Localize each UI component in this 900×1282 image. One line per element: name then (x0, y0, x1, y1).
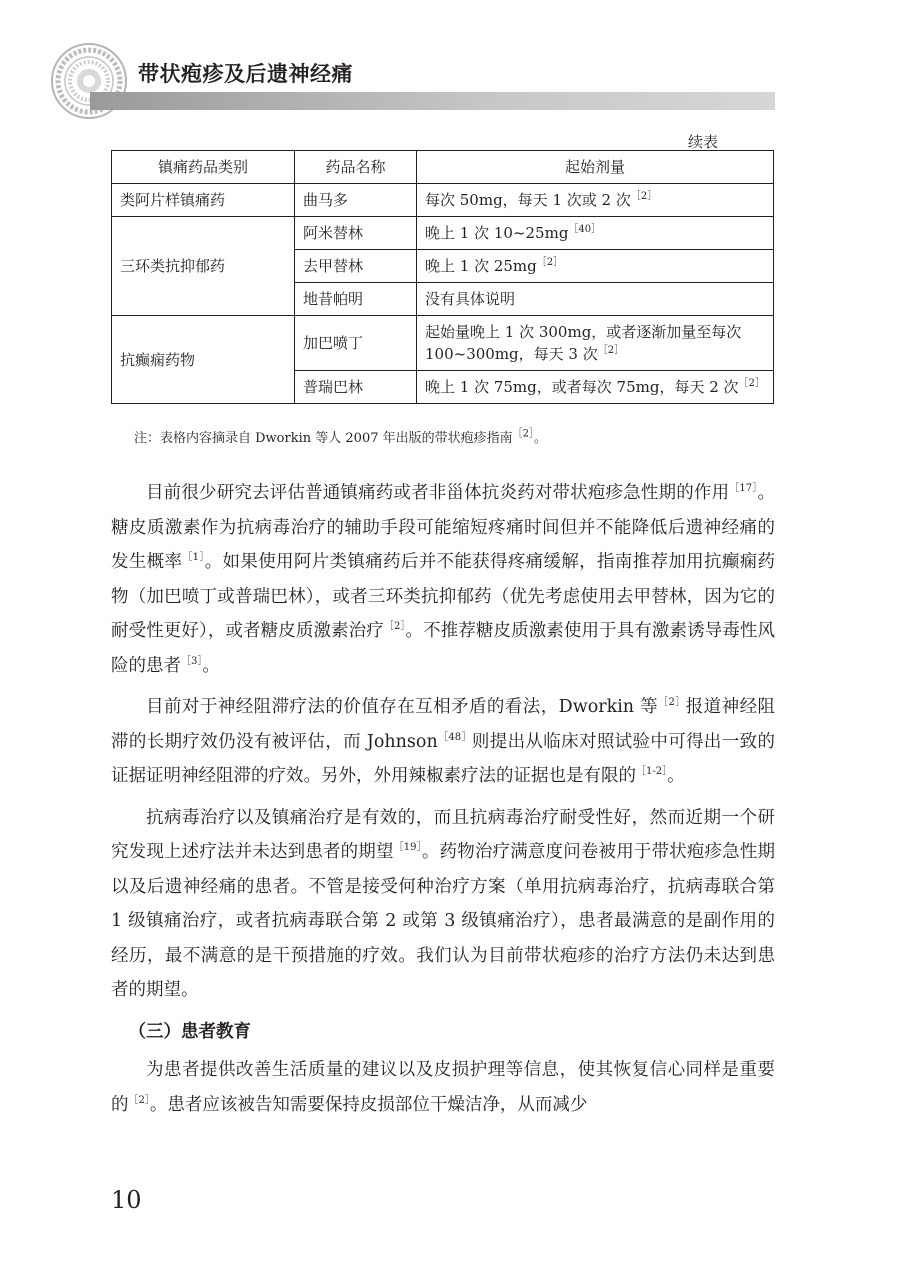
table-continued-label: 续表 (688, 133, 719, 151)
text-run: 。患者应该被告知需要保持皮损部位干燥洁净，从而减少 (149, 1094, 588, 1115)
section-heading: （三）患者教育 (128, 1021, 251, 1042)
table-cell-category: 类阿片样镇痛药 (112, 184, 295, 217)
page-header (0, 0, 900, 130)
citation: ［40］ (568, 224, 602, 235)
citation: ［19］ (393, 842, 422, 854)
citation: ［2］ (630, 191, 658, 202)
text-run: 。药物治疗满意度问卷被用于带状疱疹急性期以及后遗神经痛的患者。不管是接受何种治疗方案（单用抗病毒治疗，抗病毒联合第 1 级镇痛治疗，或者抗病毒联合第 2 或第 3 级镇痛治疗），患者最满意的是副作用的经历，最不满意的是干预措施的疗效。我们认为目前带状疱疹的治疗方法仍未达到患者的期望。 (111, 842, 776, 1000)
citation: ［1］ (182, 552, 205, 564)
citation: ［2］ (536, 257, 564, 268)
table-cell-drug: 加巴喷丁 (295, 316, 417, 371)
text-run: 。 (202, 655, 220, 676)
analgesic-table (111, 150, 774, 404)
table-cell-category: 三环类抗抑郁药 (112, 217, 295, 316)
text-run: 。糖皮质激素作为抗病毒治疗的辅助手段可能缩短疼痛时间但并不能降低后遗神经痛的发生概率 (111, 483, 775, 572)
table-cell-dose (417, 371, 774, 404)
table-cell-dose (417, 184, 774, 217)
dose-text: 晚上 1 次 25mg (425, 257, 537, 275)
table-row (112, 316, 774, 371)
table-cell-category: 抗癫痫药物 (112, 316, 295, 404)
text-run: 目前对于神经阻滞疗法的价值存在互相矛盾的看法，Dworkin 等 (146, 697, 659, 717)
citation: ［2］ (738, 378, 765, 389)
dose-text: 每次 50mg，每天 1 次或 2 次 (425, 191, 631, 209)
paragraph (111, 801, 775, 1008)
header-band (90, 92, 775, 110)
citation: ［2］ (383, 621, 406, 633)
table-row (112, 217, 774, 250)
body-text (111, 476, 775, 1129)
text-run: 。 (667, 766, 685, 786)
table-cell-drug: 曲马多 (295, 184, 417, 217)
citation: ［2］ (512, 428, 534, 440)
text-run: 抗病毒治疗以及镇痛治疗是有效的，而且抗病毒治疗耐受性好，然而近期一个研究发现上述疗法并未达到患者的期望 (111, 807, 775, 862)
citation: ［3］ (181, 655, 203, 667)
text-run: 则提出从临床对照试验中可得出一致的证据证明神经阻滞的疗效。另外，外用辣椒素疗法的证据也是有限的 (111, 731, 775, 786)
table-cell-drug: 地昔帕明 (295, 283, 417, 316)
paragraph (111, 1053, 775, 1122)
table-header-row (112, 151, 774, 184)
table-cell-drug: 去甲替林 (295, 250, 417, 283)
dose-text: 晚上 1 次 10~25mg (425, 224, 569, 242)
dose-text: 晚上 1 次 75mg，或者每次 75mg，每天 2 次 (425, 378, 739, 396)
table-note (134, 427, 547, 446)
running-title: 带状疱疹及后遗神经痛 (138, 62, 353, 86)
table-cell-dose (417, 250, 774, 283)
table-header-category: 镇痛药品类别 (112, 151, 295, 184)
citation: ［48］ (437, 731, 472, 743)
table-header-drug: 药品名称 (295, 151, 417, 184)
table-cell-dose (417, 217, 774, 250)
paragraph (111, 690, 775, 794)
citation: ［2］ (597, 345, 625, 356)
text-run: 。如果使用阿片类镇痛药后并不能获得疼痛缓解，指南推荐加用抗癫痫药物（加巴喷丁或普瑞巴林），或者三环类抗抑郁药（优先考虑使用去甲替林，因为它的耐受性更好），或者糖皮质激素治疗 (111, 552, 776, 641)
table-row (112, 184, 774, 217)
table-header-dose: 起始剂量 (417, 151, 774, 184)
paragraph (111, 476, 775, 683)
table-cell-dose (417, 316, 774, 371)
dose-text: 起始量晚上 1 次 300mg，或者逐渐加量至每次 100~300mg，每天 3 次 (425, 323, 742, 363)
text-run: 。不推荐糖皮质激素使用于具有激素诱导毒性风险的患者 (111, 621, 776, 676)
text-run: 为患者提供改善生活质量的建议以及皮损护理等信息，使其恢复信心同样是重要的 (111, 1060, 775, 1115)
note-end: 。 (534, 431, 548, 446)
citation: ［2］ (658, 697, 686, 709)
table-cell-dose: 没有具体说明 (417, 283, 774, 316)
table-cell-drug: 普瑞巴林 (295, 371, 417, 404)
text-run: 目前很少研究去评估普通镇痛药或者非甾体抗炎药对带状疱疹急性期的作用 (146, 483, 730, 503)
table-cell-drug: 阿米替林 (295, 217, 417, 250)
note-text: 注：表格内容摘录自 Dworkin 等人 2007 年出版的带状疱疹指南 (134, 431, 513, 446)
page-number: 10 (111, 1186, 142, 1214)
citation: ［2］ (128, 1094, 150, 1106)
citation: ［1-2］ (636, 766, 668, 778)
text-run: 报道神经阻滞的长期疗效仍没有被评估，而 Johnson (111, 697, 776, 752)
citation: ［17］ (729, 483, 758, 495)
